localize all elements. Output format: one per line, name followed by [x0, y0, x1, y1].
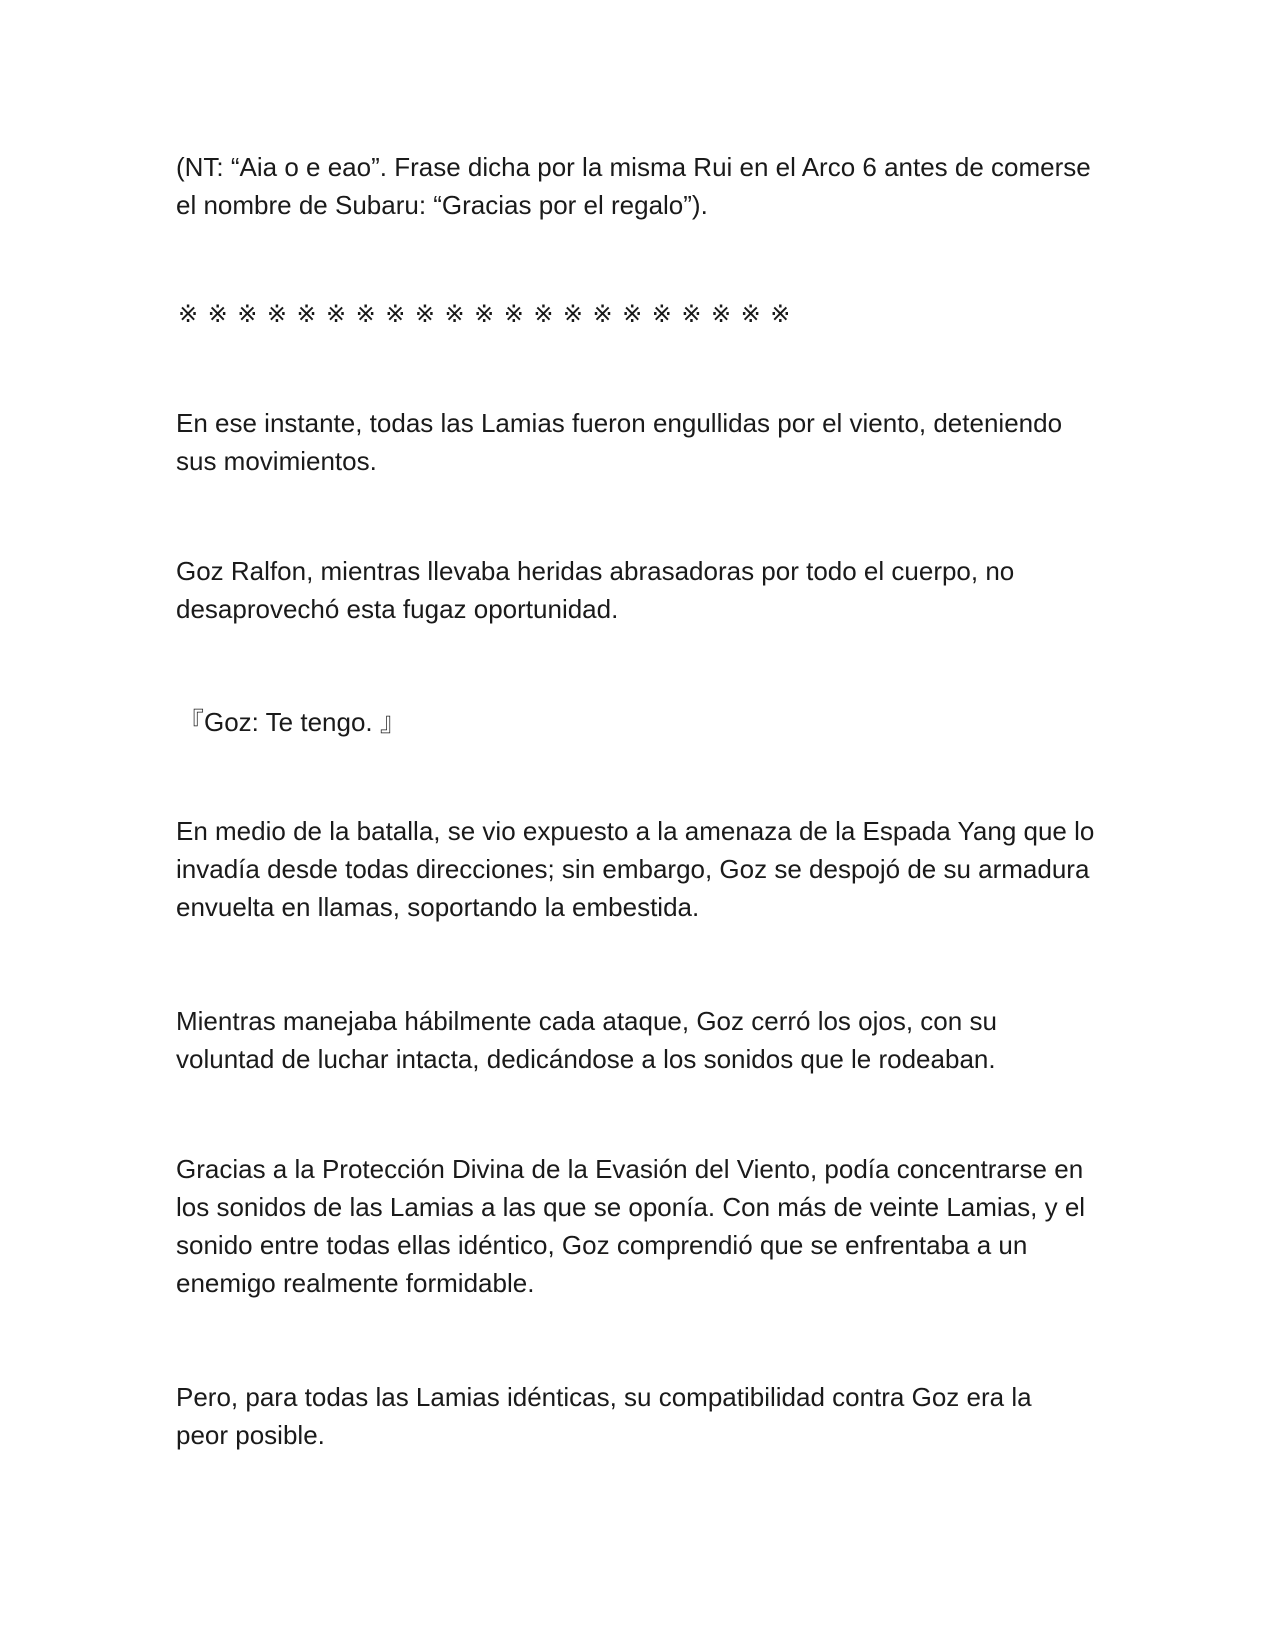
dialogue-line: 『Goz: Te tengo. 』 — [178, 707, 406, 737]
paragraph — [176, 404, 1106, 480]
paragraph — [176, 552, 1106, 628]
text-line: invadía desde todas direcciones; sin embargo, Goz se despojó de su armadura — [176, 854, 1090, 884]
text-line: voluntad de luchar intacta, dedicándose a los sonidos que le rodeaban. — [176, 1044, 996, 1074]
text-line: desaprovechó esta fugaz oportunidad. — [176, 594, 619, 624]
text-line: peor posible. — [176, 1420, 325, 1450]
text-line: el nombre de Subaru: “Gracias por el regalo”). — [176, 190, 708, 220]
translator-note — [176, 148, 1106, 224]
text-line: (NT: “Aia o e eao”. Frase dicha por la misma Rui en el Arco 6 antes de comerse — [176, 152, 1091, 182]
text-line: En ese instante, todas las Lamias fueron engullidas por el viento, deteniendo — [176, 408, 1063, 438]
paragraph — [176, 812, 1106, 926]
text-line: sus movimientos. — [176, 446, 377, 476]
text-line: En medio de la batalla, se vio expuesto a la amenaza de la Espada Yang que lo — [176, 816, 1095, 846]
text-line: los sonidos de las Lamias a las que se oponía. Con más de veinte Lamias, y el — [176, 1192, 1086, 1222]
text-line: Pero, para todas las Lamias idénticas, su compatibilidad contra Goz era la — [176, 1382, 1032, 1412]
scene-divider: ※※※※※※※※※※※※※※※※※※※※※ — [178, 300, 800, 328]
paragraph — [176, 1378, 1106, 1454]
text-line: Gracias a la Protección Divina de la Evasión del Viento, podía concentrarse en — [176, 1154, 1084, 1184]
paragraph — [176, 1002, 1106, 1078]
text-line: sonido entre todas ellas idéntico, Goz comprendió que se enfrentaba a un — [176, 1230, 1028, 1260]
text-line: envuelta en llamas, soportando la embestida. — [176, 892, 700, 922]
text-line: enemigo realmente formidable. — [176, 1268, 535, 1298]
paragraph — [176, 1150, 1106, 1302]
text-line: Goz Ralfon, mientras llevaba heridas abrasadoras por todo el cuerpo, no — [176, 556, 1015, 586]
text-line: Mientras manejaba hábilmente cada ataque, Goz cerró los ojos, con su — [176, 1006, 997, 1036]
